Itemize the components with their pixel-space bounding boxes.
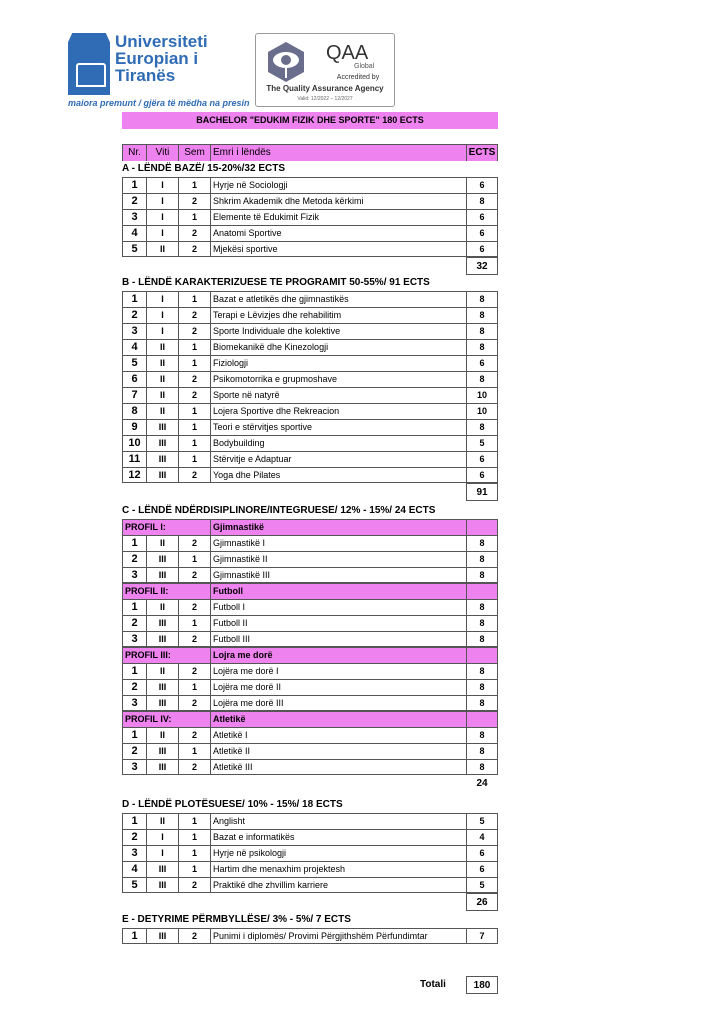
course-name: Atletikë II [210,743,466,759]
column-header-ects: ECTS [466,144,498,161]
course-viti: I [146,209,178,225]
course-viti: III [146,435,178,451]
profile-header-row [122,711,498,727]
course-name: Shkrim Akademik dhe Metoda kërkimi [210,193,466,209]
profile-header-row [122,519,498,535]
course-sem: 2 [178,535,210,551]
course-nr: 5 [122,355,146,371]
course-row [122,679,498,695]
course-sem: 2 [178,695,210,711]
course-ects: 8 [466,535,498,551]
profile-name: Gjimnastikë [210,519,466,535]
course-nr: 3 [122,323,146,339]
course-viti: III [146,467,178,483]
course-nr: 1 [122,535,146,551]
course-ects: 8 [466,339,498,355]
course-ects: 6 [466,861,498,877]
course-nr: 2 [122,307,146,323]
course-row [122,419,498,435]
course-row [122,435,498,451]
course-viti: III [146,928,178,944]
course-viti: III [146,567,178,583]
course-nr: 4 [122,339,146,355]
grand-total-value: 180 [466,976,498,994]
course-name: Gjimnastikë III [210,567,466,583]
course-row [122,877,498,893]
profile-header-row [122,647,498,663]
profile-header-row [122,583,498,599]
section-total-row [122,257,498,275]
course-viti: III [146,861,178,877]
course-nr: 12 [122,467,146,483]
course-nr: 4 [122,225,146,241]
course-sem: 2 [178,759,210,775]
course-row [122,551,498,567]
course-ects: 8 [466,371,498,387]
course-ects: 6 [466,845,498,861]
course-nr: 7 [122,387,146,403]
course-nr: 2 [122,551,146,567]
course-sem: 1 [178,177,210,193]
course-nr: 2 [122,679,146,695]
course-row [122,467,498,483]
course-ects: 6 [466,467,498,483]
course-sem: 1 [178,679,210,695]
course-name: Gjimnastikë II [210,551,466,567]
program-title: BACHELOR "EDUKIM FIZIK DHE SPORTE" 180 ECTS [122,112,498,129]
qaa-hexagon-icon [264,40,308,84]
section-total: 91 [466,483,498,501]
section-total: 24 [476,778,488,789]
course-name: Hyrje në psikologji [210,845,466,861]
course-viti: III [146,695,178,711]
course-name: Hartim dhe menaxhim projektesh [210,861,466,877]
course-row [122,663,498,679]
course-sem: 1 [178,615,210,631]
course-sem: 1 [178,435,210,451]
course-viti: III [146,551,178,567]
university-crest-icon [68,33,110,95]
course-ects: 8 [466,615,498,631]
course-name: Teori e stërvitjes sportive [210,419,466,435]
course-viti: III [146,759,178,775]
course-sem: 2 [178,193,210,209]
course-name: Lojëra me dorë I [210,663,466,679]
course-ects: 8 [466,631,498,647]
course-nr: 11 [122,451,146,467]
course-nr: 2 [122,193,146,209]
course-ects: 8 [466,695,498,711]
course-row [122,535,498,551]
profile-label: PROFIL III: [122,647,210,663]
course-ects: 6 [466,451,498,467]
course-nr: 1 [122,813,146,829]
course-sem: 2 [178,323,210,339]
course-viti: III [146,743,178,759]
course-sem: 2 [178,307,210,323]
course-ects: 8 [466,291,498,307]
course-name: Lojëra me dorë III [210,695,466,711]
course-ects: 8 [466,323,498,339]
course-ects: 6 [466,241,498,257]
course-row [122,695,498,711]
course-name: Elemente të Edukimit Fizik [210,209,466,225]
course-viti: I [146,323,178,339]
course-name: Bazat e atletikës dhe gjimnastikës [210,291,466,307]
course-viti: II [146,371,178,387]
qaa-valid: Valid: 12/2022 – 12/2027 [297,96,353,102]
course-row [122,291,498,307]
course-name: Atletikë III [210,759,466,775]
section-title: B - LËNDË KARAKTERIZUESE TE PROGRAMIT 50-55%/ 91 ECTS [122,277,430,288]
course-sem: 2 [178,727,210,743]
university-motto: maiora premunt / gjëra të mëdha na presin [68,98,250,108]
course-viti: III [146,679,178,695]
course-row [122,241,498,257]
course-viti: III [146,451,178,467]
section-total-row [122,775,498,793]
course-sem: 1 [178,339,210,355]
course-name: Bazat e informatikës [210,829,466,845]
course-sem: 1 [178,419,210,435]
course-nr: 3 [122,845,146,861]
course-row [122,567,498,583]
course-name: Futboll I [210,599,466,615]
course-row [122,403,498,419]
course-nr: 6 [122,371,146,387]
course-nr: 5 [122,241,146,257]
course-name: Atletikë I [210,727,466,743]
course-name: Biomekanikë dhe Kinezologji [210,339,466,355]
course-row [122,225,498,241]
course-viti: III [146,877,178,893]
course-nr: 3 [122,695,146,711]
course-row [122,928,498,944]
course-ects: 8 [466,307,498,323]
course-name: Sporte në natyrë [210,387,466,403]
course-row [122,371,498,387]
course-row [122,193,498,209]
course-ects: 5 [466,813,498,829]
university-logo [68,32,250,108]
course-row [122,355,498,371]
course-sem: 1 [178,551,210,567]
profile-label: PROFIL I: [122,519,210,535]
course-ects: 10 [466,403,498,419]
course-nr: 1 [122,663,146,679]
course-row [122,323,498,339]
course-nr: 1 [122,928,146,944]
course-sem: 1 [178,861,210,877]
course-ects: 6 [466,355,498,371]
course-ects: 8 [466,679,498,695]
course-viti: II [146,535,178,551]
course-viti: II [146,339,178,355]
profile-label: PROFIL IV: [122,711,210,727]
course-sem: 1 [178,355,210,371]
column-header-name: Emri i lëndës [210,144,466,161]
course-sem: 1 [178,209,210,225]
course-row [122,177,498,193]
course-name: Futboll II [210,615,466,631]
course-nr: 3 [122,209,146,225]
course-row [122,209,498,225]
course-ects: 8 [466,599,498,615]
course-nr: 1 [122,727,146,743]
course-row [122,759,498,775]
course-row [122,339,498,355]
course-nr: 5 [122,877,146,893]
qaa-agency: The Quality Assurance Agency [266,84,384,93]
course-viti: I [146,193,178,209]
profile-name: Atletikë [210,711,466,727]
course-row [122,307,498,323]
course-sem: 1 [178,829,210,845]
course-nr: 1 [122,177,146,193]
course-viti: I [146,845,178,861]
course-ects: 8 [466,193,498,209]
course-row [122,387,498,403]
profile-ects-blank [466,583,498,599]
course-ects: 4 [466,829,498,845]
course-viti: I [146,829,178,845]
course-sem: 1 [178,845,210,861]
profile-ects-blank [466,519,498,535]
profile-name: Lojra me dorë [210,647,466,663]
course-ects: 8 [466,419,498,435]
course-nr: 2 [122,615,146,631]
course-row [122,727,498,743]
course-sem: 2 [178,467,210,483]
course-row [122,829,498,845]
course-name: Hyrje në Sociologji [210,177,466,193]
course-sem: 2 [178,877,210,893]
course-sem: 1 [178,813,210,829]
course-row [122,813,498,829]
section-title: C - LËNDË NDËRDISIPLINORE/INTEGRUESE/ 12% - 15%/ 24 ECTS [122,505,436,516]
course-row [122,743,498,759]
course-name: Psikomotorrika e grupmoshave [210,371,466,387]
course-row [122,631,498,647]
course-nr: 10 [122,435,146,451]
column-header-nr: Nr. [122,144,146,161]
section-title: D - LËNDË PLOTËSUESE/ 10% - 15%/ 18 ECTS [122,799,343,810]
course-ects: 8 [466,759,498,775]
course-name: Mjekësi sportive [210,241,466,257]
section-total: 26 [466,893,498,911]
university-name: Universiteti Europian i Tiranës [115,32,208,85]
course-name: Punimi i diplomës/ Provimi Përgjithshëm Përfundimtar [210,928,466,944]
course-row [122,599,498,615]
course-sem: 2 [178,225,210,241]
course-sem: 2 [178,663,210,679]
course-nr: 4 [122,861,146,877]
course-nr: 1 [122,599,146,615]
course-viti: III [146,615,178,631]
course-ects: 8 [466,567,498,583]
course-ects: 8 [466,727,498,743]
table-header-row [122,144,498,161]
course-name: Stërvitje e Adaptuar [210,451,466,467]
course-viti: II [146,813,178,829]
course-name: Gjimnastikë I [210,535,466,551]
course-nr: 3 [122,567,146,583]
qaa-accredited: Accredited by [336,74,380,81]
course-viti: II [146,241,178,257]
course-nr: 9 [122,419,146,435]
course-name: Lojera Sportive dhe Rekreacion [210,403,466,419]
course-name: Lojëra me dorë II [210,679,466,695]
course-sem: 1 [178,291,210,307]
course-sem: 1 [178,403,210,419]
course-ects: 6 [466,225,498,241]
profile-ects-blank [466,711,498,727]
course-sem: 2 [178,371,210,387]
course-ects: 8 [466,551,498,567]
course-viti: I [146,307,178,323]
course-row [122,845,498,861]
section-total-row [122,893,498,911]
course-viti: II [146,387,178,403]
course-nr: 3 [122,631,146,647]
course-sem: 2 [178,631,210,647]
course-sem: 2 [178,567,210,583]
course-nr: 8 [122,403,146,419]
course-ects: 8 [466,663,498,679]
course-viti: I [146,225,178,241]
course-nr: 2 [122,743,146,759]
course-viti: II [146,355,178,371]
grand-total-label: Totali [420,979,446,990]
course-viti: I [146,291,178,307]
qaa-global: Global [354,63,375,70]
course-name: Futboll III [210,631,466,647]
curriculum-table [122,144,498,944]
column-header-viti: Viti [146,144,178,161]
course-sem: 1 [178,743,210,759]
course-row [122,615,498,631]
course-sem: 2 [178,599,210,615]
course-ects: 5 [466,877,498,893]
course-sem: 2 [178,387,210,403]
course-name: Yoga dhe Pilates [210,467,466,483]
course-ects: 6 [466,209,498,225]
course-ects: 10 [466,387,498,403]
course-sem: 2 [178,928,210,944]
section-title: E - DETYRIME PËRMBYLLËSE/ 3% - 5%/ 7 ECTS [122,914,351,925]
course-viti: II [146,599,178,615]
section-total: 32 [466,257,498,275]
course-nr: 3 [122,759,146,775]
course-nr: 1 [122,291,146,307]
profile-ects-blank [466,647,498,663]
course-sem: 2 [178,241,210,257]
course-name: Bodybuilding [210,435,466,451]
qaa-accreditation-badge [255,33,395,107]
qaa-title: QAA [326,42,369,64]
section-total-row [122,483,498,501]
profile-label: PROFIL II: [122,583,210,599]
course-name: Terapi e Lëvizjes dhe rehabilitim [210,307,466,323]
course-name: Anatomi Sportive [210,225,466,241]
course-viti: I [146,177,178,193]
column-header-sem: Sem [178,144,210,161]
course-viti: II [146,403,178,419]
course-row [122,451,498,467]
course-name: Anglisht [210,813,466,829]
course-ects: 7 [466,928,498,944]
course-sem: 1 [178,451,210,467]
course-name: Fiziologji [210,355,466,371]
course-ects: 6 [466,177,498,193]
course-viti: II [146,727,178,743]
section-title: A - LËNDË BAZË/ 15-20%/32 ECTS [122,163,286,174]
course-viti: II [146,663,178,679]
course-name: Praktikë dhe zhvillim karriere [210,877,466,893]
course-name: Sporte Individuale dhe kolektive [210,323,466,339]
course-ects: 8 [466,743,498,759]
course-viti: III [146,631,178,647]
course-ects: 5 [466,435,498,451]
course-viti: III [146,419,178,435]
profile-name: Futboll [210,583,466,599]
course-nr: 2 [122,829,146,845]
course-row [122,861,498,877]
